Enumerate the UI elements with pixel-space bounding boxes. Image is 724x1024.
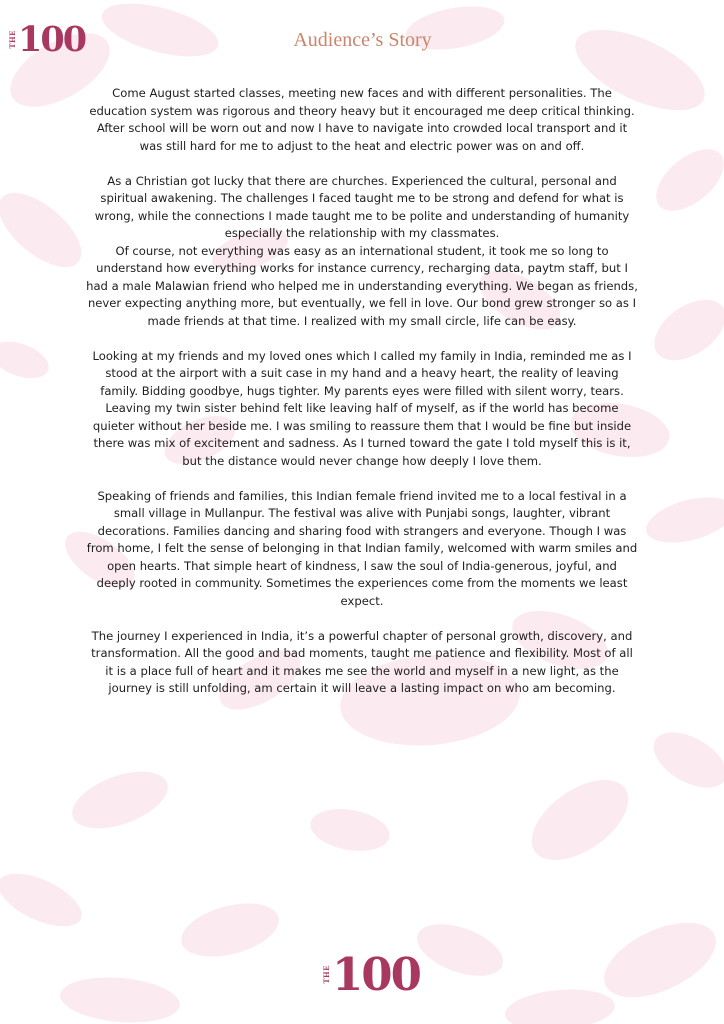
petal: [593, 907, 724, 1012]
petal: [503, 985, 616, 1024]
petal: [518, 764, 643, 876]
story-paragraph: Come August started classes, meeting new faces and with different personalities. The education system was rigorous and theory heavy but it encouraged me deep critical thinking. After school will be worn out and now I have to navigate into crowded local transport and it was still hard for me to adjust to the heat and electric power was on and off.: [89, 86, 635, 153]
page-title: Audience’s Story: [293, 29, 432, 51]
story-paragraph: As a Christian got lucky that there are churches. Experienced the cultural, personal and spiritual awakening. The challenges I faced taught me to be strong and defend for what is wrong, while the connections I made taught me to be polite and understanding of humanity especially the relationship with my classmates. Of course, not everything was easy as an international student, it took me so long to understand how everything works for instance currency, recharging data, paytm staff, but I had a male Malawian friend who helped me in understanding everything. We began as friends, never expecting anything more, but eventually, we fell in love. Our bond grew stronger so as I made friends at that time. I realized with my small circle, life can be easy.: [86, 173, 638, 328]
petal: [644, 721, 724, 799]
petal: [0, 179, 94, 280]
petal: [175, 894, 284, 966]
petal: [643, 287, 724, 372]
petal: [58, 973, 181, 1024]
petal: [645, 137, 724, 222]
story-paragraph: Looking at my friends and my loved ones which I called my family in India, reminded me as I stood at the airport with a suit case in my hand and a heavy heart, the reality of leaving family. Bidding goodbye, hugs tighter. My parents eyes were filled with silent worry, tears. Leaving my twin sister behind felt like leaving half of myself, as if the world has become quieter without her beside me. I was smiling to reassure them that I would be fine but inside there was mix of excitement and sadness. As I turned toward the gate I told myself this is it, but the distance would never change how deeply I love them.: [92, 348, 632, 468]
story-body: [86, 85, 638, 715]
petal: [0, 863, 89, 937]
logo-bottom: [322, 948, 420, 1001]
logo-number: 100: [18, 19, 86, 60]
logo-prefix: THE: [8, 30, 17, 49]
petal: [65, 760, 175, 839]
story-paragraph: Speaking of friends and families, this Indian female friend invited me to a local festival in a small village in Mullanpur. The festival was alive with Punjabi songs, laughter, vibrant decorations. Families dancing and sharing food with strangers and everyone. Though I was from home, I felt the sense of belonging in that Indian family, welcomed with warm smiles and open hearts. That simple heart of kindness, l saw the soul of India-generous, joyful, and deeply rooted in community. Sometimes the experiences come from the moments we least expect.: [86, 488, 638, 608]
petal: [307, 803, 393, 856]
story-paragraph: The journey I experienced in India, it’s a powerful chapter of personal growth, discovery, and transformation. All the good and bad moments, taught me patience and flexibility. Most of all it is a place full of heart and it makes me see the world and myself in a new light, as the journey is still unfolding, am certain it will leave a lasting impact on who am becoming.: [91, 628, 633, 695]
petal: [96, 0, 223, 67]
logo-number: 100: [332, 948, 420, 1001]
petal: [641, 489, 724, 551]
logo-prefix: THE: [322, 965, 331, 984]
logo-top: [8, 19, 86, 60]
petal: [0, 335, 54, 386]
petal: [410, 914, 510, 986]
